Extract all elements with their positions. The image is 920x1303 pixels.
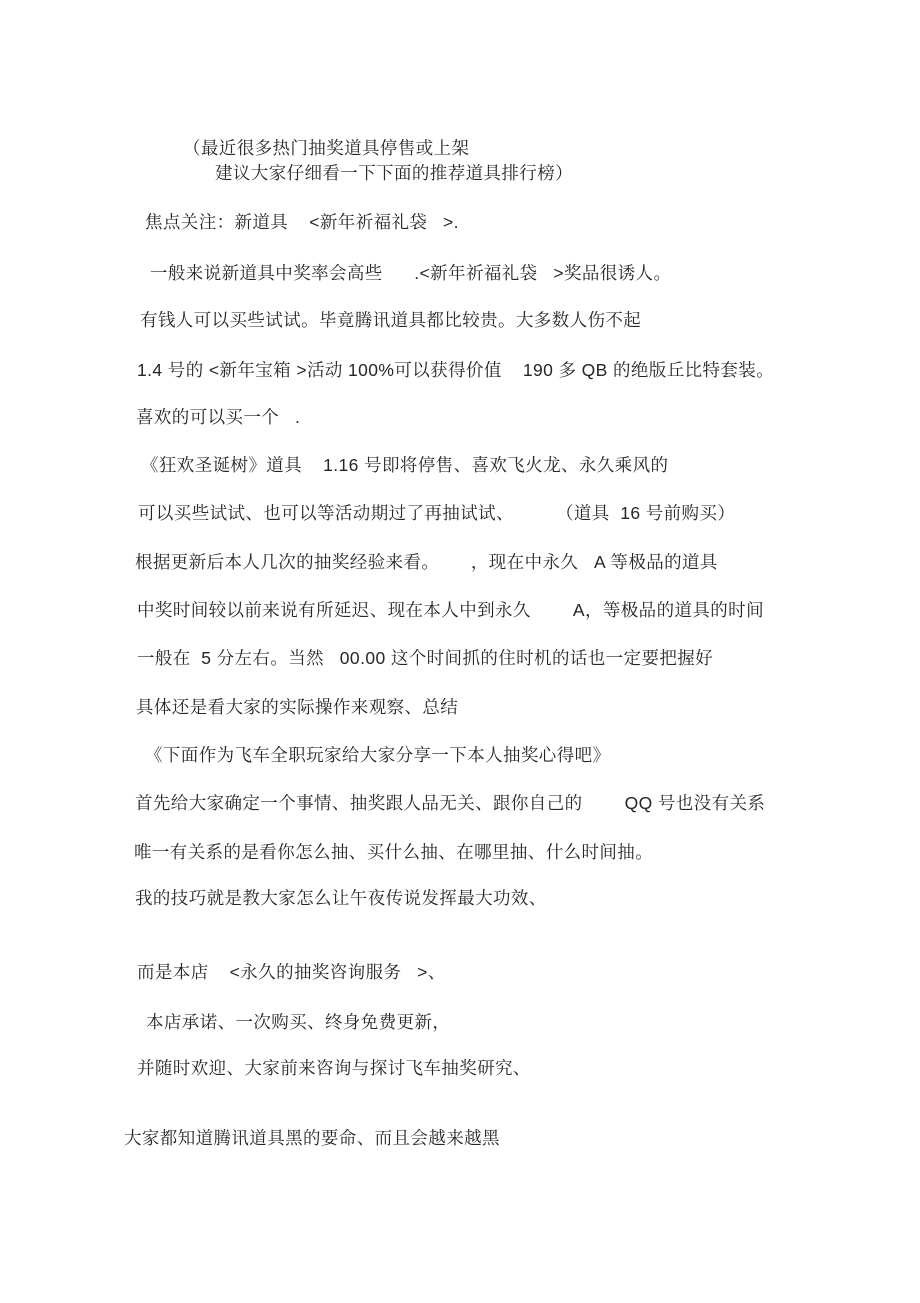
document-text-line: 《下面作为飞车全职玩家给大家分享一下本人抽奖心得吧》 <box>145 745 611 765</box>
document-text-line: 一般在 5 分左右。当然 00.00 这个时间抓的住时机的话也一定要把握好 <box>137 648 714 668</box>
document-text-line: 1.4 号的 <新年宝箱 >活动 100%可以获得价值 190 多 QB 的绝版丘比特套装。 <box>137 360 775 380</box>
document-text-line: 建议大家仔细看一下下面的推荐道具排行榜） <box>215 163 573 183</box>
document-text-line: 焦点关注：新道具 <新年祈福礼袋 >. <box>145 212 459 232</box>
document-text-line: 《狂欢圣诞树》道具 1.16 号即将停售、喜欢飞火龙、永久乘风的 <box>141 455 669 475</box>
document-text-line: （最近很多热门抽奖道具停售或上架 <box>183 138 470 158</box>
document-text-line: 根据更新后本人几次的抽奖经验来看。 ，现在中永久 A 等极品的道具 <box>135 552 718 572</box>
document-text-line: 有钱人可以买些试试。毕竟腾讯道具都比较贵。大多数人伤不起 <box>140 310 642 330</box>
document-text-line: 大家都知道腾讯道具黑的要命、而且会越来越黑 <box>124 1128 500 1148</box>
document-text-line: 可以买些试试、也可以等活动期过了再抽试试、 （道具 16 号前购买） <box>138 503 736 523</box>
document-text-line: 唯一有关系的是看你怎么抽、买什么抽、在哪里抽、什么时间抽。 <box>134 842 654 862</box>
document-text-line: 而是本店 <永久的抽奖咨询服务 >、 <box>137 962 446 982</box>
document-text-line: 并随时欢迎、大家前来咨询与探讨飞车抽奖研究、 <box>137 1058 531 1078</box>
document-text-line: 首先给大家确定一个事情、抽奖跟人品无关、跟你自己的 QQ 号也没有关系 <box>135 793 766 813</box>
document-text-line: 中奖时间较以前来说有所延迟、现在本人中到永久 A，等极品的道具的时间 <box>137 600 764 620</box>
document-text-line: 我的技巧就是教大家怎么让午夜传说发挥最大功效、 <box>135 888 547 908</box>
document-text-line: 具体还是看大家的实际操作来观察、总结 <box>136 697 459 717</box>
document-text-line: 喜欢的可以买一个 . <box>136 407 301 427</box>
document-text-line: 一般来说新道具中奖率会高些 .<新年祈福礼袋 >奖品很诱人。 <box>150 263 672 283</box>
document-text-line: 本店承诺、一次购买、终身免费更新， <box>146 1012 451 1032</box>
